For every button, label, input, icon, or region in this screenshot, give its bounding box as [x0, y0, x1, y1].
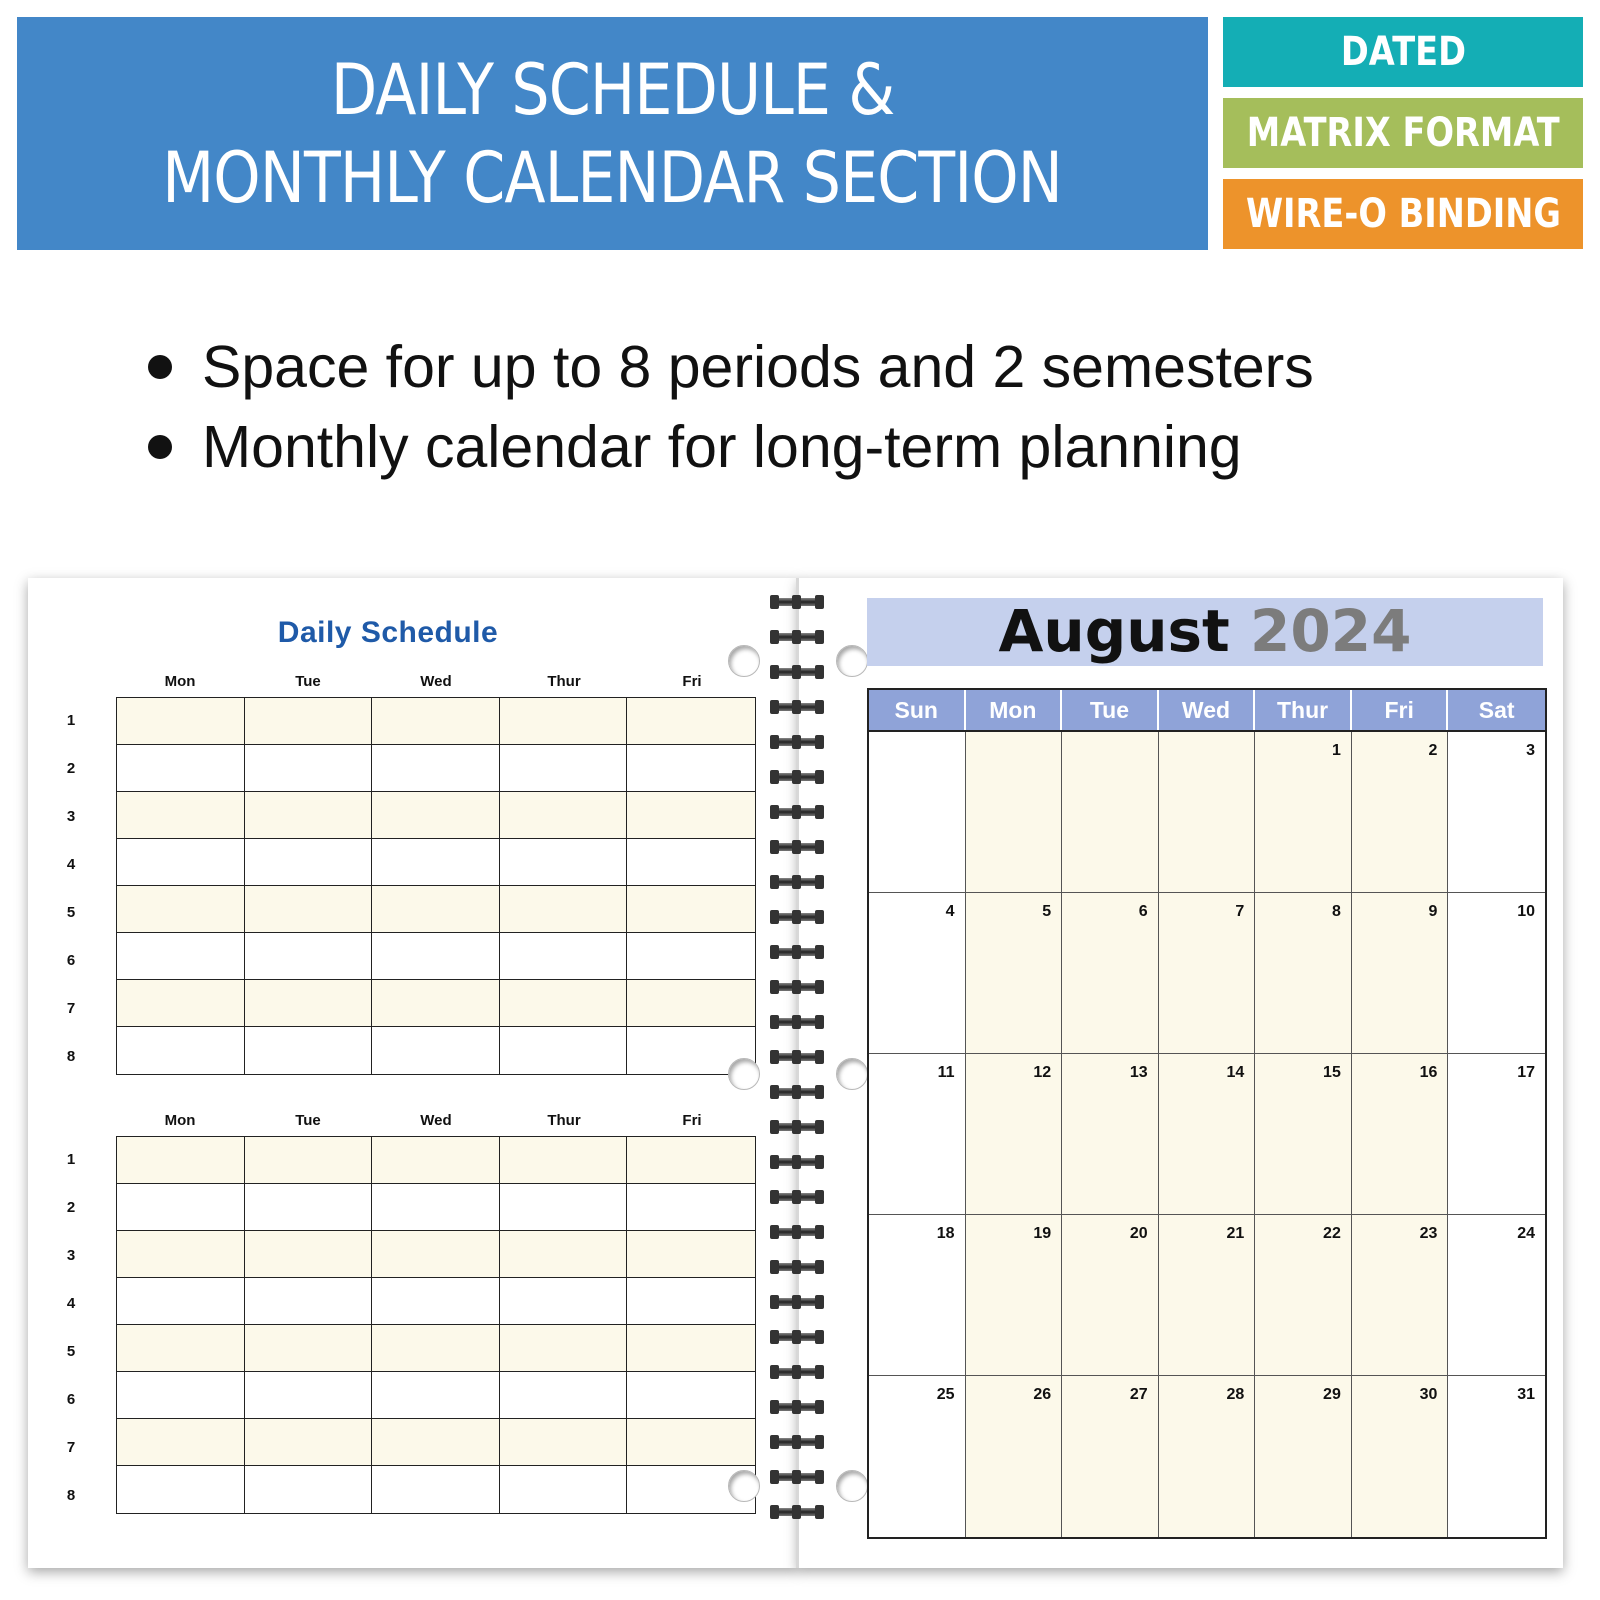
schedule-cell — [372, 933, 500, 980]
calendar-day — [1255, 1215, 1352, 1376]
day-number: 10 — [1517, 903, 1535, 920]
calendar-day — [1062, 1215, 1159, 1376]
schedule-cell — [245, 1231, 373, 1278]
punch-hole — [728, 1470, 760, 1502]
period-number: 4 — [66, 1295, 76, 1312]
day-number: 21 — [1226, 1225, 1245, 1242]
feature-list — [140, 327, 1314, 487]
schedule-cell — [500, 980, 628, 1027]
schedule-cell — [245, 1466, 373, 1513]
schedule-cell — [372, 1184, 500, 1231]
day-number: 3 — [1526, 742, 1535, 759]
schedule-cell — [117, 745, 245, 792]
calendar-day — [966, 893, 1063, 1054]
calendar-day — [1448, 1215, 1545, 1376]
schedule-cell — [500, 1137, 628, 1184]
binding-coil — [770, 945, 826, 959]
day-number: 19 — [1033, 1225, 1052, 1242]
period-number: 1 — [66, 712, 76, 729]
schedule-cell — [500, 1027, 628, 1074]
banner-title-line-2: MONTHLY CALENDAR SECTION — [162, 136, 1063, 219]
schedule-cell — [245, 839, 373, 886]
schedule-day-header — [116, 671, 756, 693]
period-number: 2 — [66, 760, 76, 777]
schedule-cell — [245, 980, 373, 1027]
day-number: 12 — [1033, 1064, 1052, 1081]
calendar-day — [1255, 1376, 1352, 1537]
schedule-cell — [117, 1372, 245, 1419]
period-numbers — [56, 697, 86, 1081]
bullet-icon — [148, 355, 172, 379]
schedule-cell — [627, 792, 755, 839]
weekday-header — [869, 690, 1545, 730]
schedule-grid — [116, 1136, 756, 1514]
schedule-cell — [500, 1372, 628, 1419]
schedule-cell — [500, 792, 628, 839]
planner-left-page — [28, 578, 798, 1568]
calendar-day — [1062, 1376, 1159, 1537]
bullet-icon — [148, 435, 172, 459]
weekday-label: Thur — [1255, 690, 1352, 730]
schedule-day-label: Wed — [420, 1112, 452, 1129]
calendar-day — [1255, 732, 1352, 893]
punch-hole — [836, 1470, 868, 1502]
schedule-cell — [372, 698, 500, 745]
schedule-cell — [372, 839, 500, 886]
month-title — [867, 598, 1543, 666]
calendar-day — [1062, 1054, 1159, 1215]
schedule-grid — [116, 697, 756, 1075]
binding-coil — [770, 1050, 826, 1064]
schedule-cell — [500, 1466, 628, 1513]
schedule-cell — [500, 1231, 628, 1278]
weekday-label: Mon — [966, 690, 1063, 730]
schedule-cell — [627, 1231, 755, 1278]
header-banner — [17, 17, 1208, 250]
period-number: 8 — [66, 1487, 76, 1504]
calendar-day — [1159, 1215, 1256, 1376]
binding-coil — [770, 735, 826, 749]
schedule-cell — [372, 980, 500, 1027]
day-number: 30 — [1419, 1386, 1438, 1403]
schedule-cell — [627, 933, 755, 980]
schedule-cell — [627, 980, 755, 1027]
punch-hole — [728, 1058, 760, 1090]
feature-item: Monthly calendar for long-term planning — [140, 407, 1314, 487]
schedule-cell — [372, 1137, 500, 1184]
calendar-day — [1159, 1376, 1256, 1537]
period-number: 7 — [66, 1000, 76, 1017]
schedule-cell — [627, 839, 755, 886]
schedule-day-label: Fri — [682, 673, 702, 690]
calendar-day — [1448, 1054, 1545, 1215]
binding-coil — [770, 1365, 826, 1379]
calendar-day — [1448, 1376, 1545, 1537]
day-number: 24 — [1517, 1225, 1535, 1242]
day-number: 13 — [1129, 1064, 1148, 1081]
feature-item: Space for up to 8 periods and 2 semesters — [140, 327, 1314, 407]
day-number: 26 — [1033, 1386, 1052, 1403]
schedule-cell — [627, 1419, 755, 1466]
day-number: 17 — [1517, 1064, 1535, 1081]
binding-coil — [770, 1400, 826, 1414]
day-number: 23 — [1419, 1225, 1438, 1242]
day-number: 28 — [1226, 1386, 1245, 1403]
period-number: 3 — [66, 808, 76, 825]
binding-coil — [770, 840, 826, 854]
calendar-day — [1255, 893, 1352, 1054]
binding-coil — [770, 1225, 826, 1239]
day-number: 29 — [1323, 1386, 1341, 1403]
calendar-day — [966, 1376, 1063, 1537]
calendar-day — [869, 1376, 966, 1537]
punch-hole — [728, 645, 760, 677]
schedule-cell — [117, 1184, 245, 1231]
day-number: 16 — [1419, 1064, 1438, 1081]
schedule-cell — [500, 886, 628, 933]
schedule-cell — [372, 886, 500, 933]
schedule-cell — [245, 1372, 373, 1419]
calendar-day — [1159, 732, 1256, 893]
calendar-day — [966, 732, 1063, 893]
schedule-cell — [117, 698, 245, 745]
day-number: 22 — [1323, 1225, 1341, 1242]
period-number: 7 — [66, 1439, 76, 1456]
binding-coil — [770, 1015, 826, 1029]
schedule-cell — [245, 933, 373, 980]
schedule-cell — [372, 745, 500, 792]
weekday-label: Tue — [1062, 690, 1159, 730]
day-number: 8 — [1331, 903, 1341, 920]
schedule-cell — [117, 1278, 245, 1325]
schedule-block-1 — [56, 671, 756, 1081]
schedule-cell — [245, 1027, 373, 1074]
binding-coil — [770, 630, 826, 644]
binding-coil — [770, 1295, 826, 1309]
schedule-cell — [117, 1419, 245, 1466]
calendar-day — [869, 893, 966, 1054]
calendar-day — [1062, 893, 1159, 1054]
schedule-cell — [500, 1278, 628, 1325]
calendar-day — [1255, 1054, 1352, 1215]
schedule-cell — [245, 698, 373, 745]
schedule-cell — [372, 792, 500, 839]
schedule-cell — [627, 1325, 755, 1372]
schedule-cell — [372, 1278, 500, 1325]
schedule-cell — [627, 886, 755, 933]
schedule-block-2 — [56, 1110, 756, 1520]
wire-o-binding — [770, 595, 826, 1545]
schedule-cell — [245, 1184, 373, 1231]
period-numbers — [56, 1136, 86, 1520]
binding-coil — [770, 1470, 826, 1484]
schedule-day-label: Tue — [295, 1112, 321, 1129]
schedule-cell — [372, 1325, 500, 1372]
day-number: 14 — [1226, 1064, 1245, 1081]
schedule-cell — [372, 1231, 500, 1278]
day-number: 20 — [1129, 1225, 1148, 1242]
schedule-cell — [372, 1027, 500, 1074]
schedule-cell — [117, 1325, 245, 1372]
calendar-day — [1159, 893, 1256, 1054]
period-number: 8 — [66, 1048, 76, 1065]
schedule-cell — [245, 792, 373, 839]
punch-hole — [836, 645, 868, 677]
period-number: 1 — [66, 1151, 76, 1168]
punch-hole — [836, 1058, 868, 1090]
schedule-cell — [117, 980, 245, 1027]
schedule-cell — [117, 1137, 245, 1184]
banner-title-line-1: DAILY SCHEDULE & — [330, 48, 895, 131]
binding-coil — [770, 1505, 826, 1519]
day-number: 9 — [1428, 903, 1438, 920]
calendar-grid — [869, 730, 1545, 1537]
schedule-cell — [500, 698, 628, 745]
schedule-day-label: Fri — [682, 1112, 702, 1129]
schedule-day-label: Thur — [547, 673, 581, 690]
calendar-day — [966, 1215, 1063, 1376]
schedule-cell — [245, 1419, 373, 1466]
schedule-cell — [372, 1372, 500, 1419]
day-number: 1 — [1331, 742, 1341, 759]
daily-schedule-title: Daily Schedule — [277, 616, 499, 649]
schedule-cell — [245, 745, 373, 792]
schedule-day-label: Mon — [164, 673, 196, 690]
binding-coil — [770, 1330, 826, 1344]
schedule-cell — [245, 1278, 373, 1325]
schedule-cell — [117, 792, 245, 839]
schedule-cell — [372, 1466, 500, 1513]
schedule-cell — [117, 933, 245, 980]
schedule-cell — [627, 1184, 755, 1231]
calendar-day — [1352, 1215, 1449, 1376]
binding-coil — [770, 1260, 826, 1274]
schedule-cell — [627, 1137, 755, 1184]
calendar-day — [1062, 732, 1159, 893]
calendar-day — [1352, 732, 1449, 893]
schedule-cell — [627, 1278, 755, 1325]
month-year: 2024 — [1250, 597, 1412, 665]
weekday-label: Fri — [1352, 690, 1449, 730]
binding-coil — [770, 1435, 826, 1449]
binding-coil — [770, 805, 826, 819]
day-number: 27 — [1129, 1386, 1148, 1403]
day-number: 7 — [1235, 903, 1245, 920]
month-name: August — [998, 597, 1230, 665]
binding-coil — [770, 910, 826, 924]
day-number: 11 — [937, 1064, 955, 1081]
calendar-day — [869, 1054, 966, 1215]
calendar-day — [869, 1215, 966, 1376]
monthly-calendar — [867, 688, 1547, 1539]
schedule-day-label: Wed — [420, 673, 452, 690]
schedule-cell — [117, 886, 245, 933]
schedule-cell — [117, 839, 245, 886]
binding-coil — [770, 1120, 826, 1134]
day-number: 2 — [1428, 742, 1438, 759]
calendar-day — [966, 1054, 1063, 1215]
schedule-cell — [117, 1466, 245, 1513]
schedule-cell — [500, 745, 628, 792]
day-number: 31 — [1517, 1386, 1535, 1403]
schedule-cell — [500, 1419, 628, 1466]
schedule-cell — [245, 886, 373, 933]
binding-coil — [770, 770, 826, 784]
period-number: 6 — [66, 952, 76, 969]
day-number: 15 — [1323, 1064, 1341, 1081]
binding-coil — [770, 700, 826, 714]
period-number: 5 — [66, 1343, 76, 1360]
tag-dated: DATED — [1223, 17, 1583, 87]
schedule-day-label: Tue — [295, 673, 321, 690]
calendar-day — [869, 732, 966, 893]
schedule-cell — [627, 745, 755, 792]
schedule-cell — [500, 1325, 628, 1372]
calendar-day — [1352, 1054, 1449, 1215]
day-number: 6 — [1138, 903, 1148, 920]
calendar-day — [1352, 1376, 1449, 1537]
period-number: 2 — [66, 1199, 76, 1216]
schedule-cell — [627, 698, 755, 745]
schedule-cell — [245, 1137, 373, 1184]
schedule-cell — [500, 933, 628, 980]
schedule-cell — [372, 1419, 500, 1466]
period-number: 6 — [66, 1391, 76, 1408]
day-number: 25 — [936, 1386, 955, 1403]
schedule-cell — [117, 1027, 245, 1074]
schedule-day-label: Mon — [164, 1112, 196, 1129]
schedule-cell — [627, 1372, 755, 1419]
tag-wire-o-binding: WIRE-O BINDING — [1223, 179, 1583, 249]
schedule-cell — [245, 1325, 373, 1372]
binding-coil — [770, 595, 826, 609]
weekday-label: Wed — [1159, 690, 1256, 730]
binding-coil — [770, 875, 826, 889]
period-number: 3 — [66, 1247, 76, 1264]
calendar-day — [1448, 732, 1545, 893]
weekday-label: Sun — [869, 690, 966, 730]
period-number: 4 — [66, 856, 76, 873]
binding-coil — [770, 980, 826, 994]
day-number: 5 — [1042, 903, 1052, 920]
schedule-cell — [500, 839, 628, 886]
tag-matrix-format: MATRIX FORMAT — [1223, 98, 1583, 168]
schedule-cell — [500, 1184, 628, 1231]
schedule-day-label: Thur — [547, 1112, 581, 1129]
schedule-cell — [117, 1231, 245, 1278]
day-number: 18 — [936, 1225, 955, 1242]
schedule-day-header — [116, 1110, 756, 1132]
day-number: 4 — [945, 903, 955, 920]
binding-coil — [770, 665, 826, 679]
weekday-label: Sat — [1478, 697, 1515, 723]
binding-coil — [770, 1085, 826, 1099]
calendar-day — [1448, 893, 1545, 1054]
calendar-day — [1352, 893, 1449, 1054]
calendar-day — [1159, 1054, 1256, 1215]
binding-coil — [770, 1155, 826, 1169]
binding-coil — [770, 1190, 826, 1204]
period-number: 5 — [66, 904, 76, 921]
